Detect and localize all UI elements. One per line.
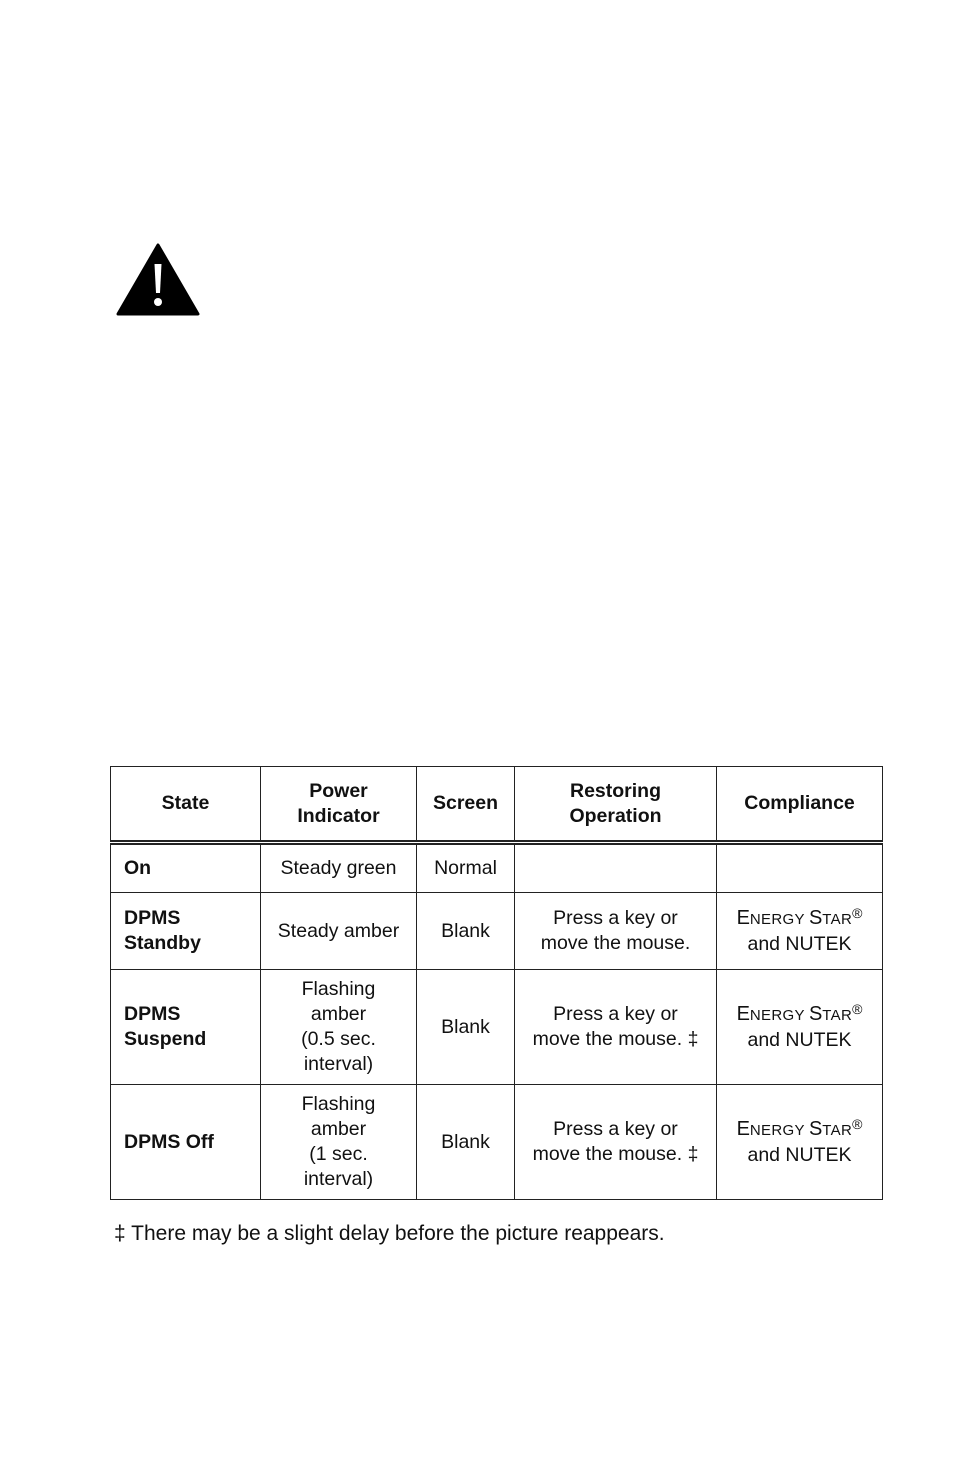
table-header-row bbox=[111, 767, 883, 843]
warning-icon bbox=[115, 242, 201, 318]
compliance-cell bbox=[717, 843, 883, 893]
power-management-table bbox=[110, 766, 883, 1200]
compliance-cell: ENERGY STAR® and NUTEK bbox=[717, 1085, 883, 1200]
power-indicator-cell: Flashing amber (1 sec. interval) bbox=[261, 1085, 417, 1200]
power-indicator-cell: Steady green bbox=[261, 843, 417, 893]
header-screen: Screen bbox=[417, 767, 515, 843]
restoring-cell: Press a key or move the mouse. ‡ bbox=[515, 1085, 717, 1200]
power-indicator-cell: Steady amber bbox=[261, 893, 417, 970]
header-restoring-operation: Restoring Operation bbox=[515, 767, 717, 843]
energy-star-mark: ENERGY STAR® bbox=[736, 904, 863, 929]
restoring-cell bbox=[515, 843, 717, 893]
state-cell: On bbox=[111, 843, 261, 893]
screen-cell: Blank bbox=[417, 893, 515, 970]
power-indicator-cell: Flashing amber (0.5 sec. interval) bbox=[261, 970, 417, 1085]
table-row bbox=[111, 1085, 883, 1200]
table-row bbox=[111, 970, 883, 1085]
state-cell: DPMS Standby bbox=[111, 893, 261, 970]
header-state: State bbox=[111, 767, 261, 843]
screen-cell: Blank bbox=[417, 1085, 515, 1200]
compliance-cell: ENERGY STAR® and NUTEK bbox=[717, 893, 883, 970]
energy-star-mark: ENERGY STAR® bbox=[736, 1000, 863, 1025]
compliance-cell: ENERGY STAR® and NUTEK bbox=[717, 970, 883, 1085]
state-cell: DPMS Suspend bbox=[111, 970, 261, 1085]
table-row bbox=[111, 893, 883, 970]
table-row bbox=[111, 843, 883, 893]
screen-cell: Blank bbox=[417, 970, 515, 1085]
header-power-indicator: Power Indicator bbox=[261, 767, 417, 843]
footnote: ‡ There may be a slight delay before the picture reappears. bbox=[114, 1222, 665, 1245]
header-compliance: Compliance bbox=[717, 767, 883, 843]
restoring-cell: Press a key or move the mouse. ‡ bbox=[515, 970, 717, 1085]
energy-star-mark: ENERGY STAR® bbox=[736, 1115, 863, 1140]
state-cell: DPMS Off bbox=[111, 1085, 261, 1200]
screen-cell: Normal bbox=[417, 843, 515, 893]
restoring-cell: Press a key or move the mouse. bbox=[515, 893, 717, 970]
